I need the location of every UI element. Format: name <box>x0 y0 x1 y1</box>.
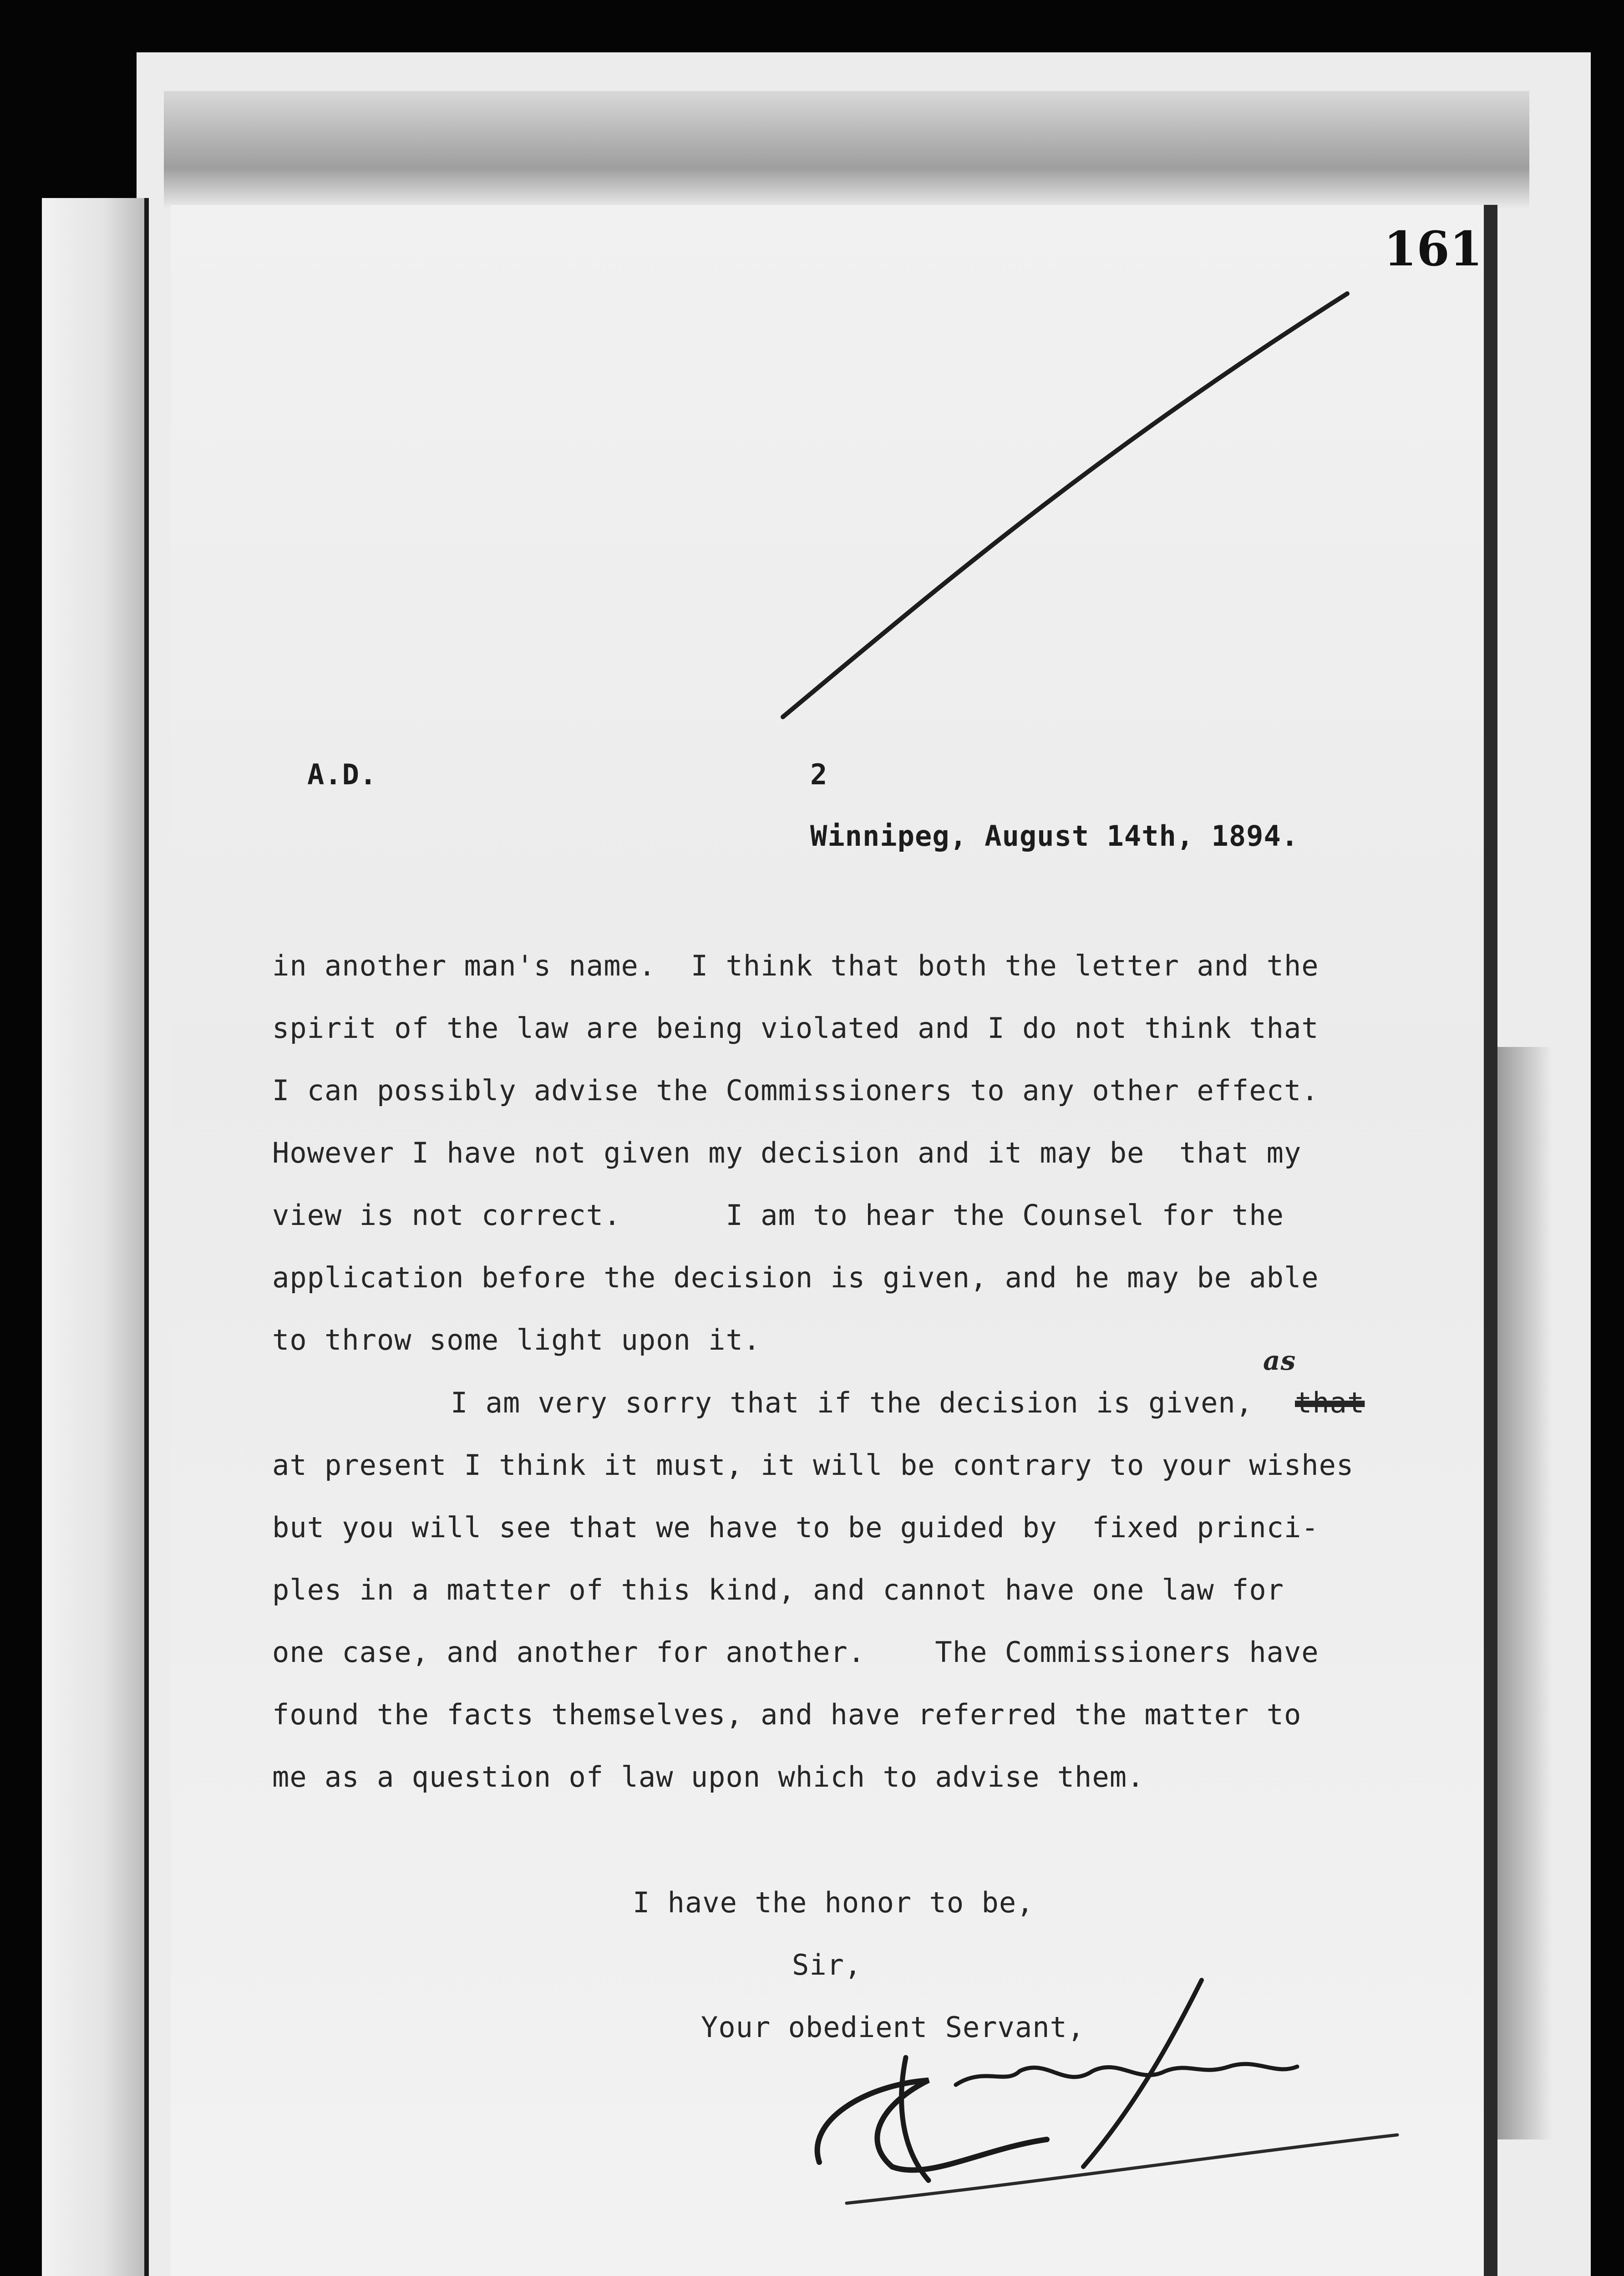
text-line: found the facts themselves, and have referred the matter to <box>272 1698 1302 1731</box>
text-line: at present I think it must, it will be contrary to your wishes <box>272 1448 1354 1482</box>
text-line: me as a question of law upon which to advise them. <box>272 1760 1145 1793</box>
text-line: I can possibly advise the Commissioners to any other effect. <box>272 1074 1319 1107</box>
text-line: I am very sorry that if the decision is given, <box>451 1386 1254 1419</box>
closing-servant-line: Your obedient Servant, <box>701 2011 1085 2044</box>
handwritten-signature <box>792 1966 1406 2221</box>
text-line: However I have not given my decision and it may be that my <box>272 1136 1302 1169</box>
handwritten-insert: as <box>1263 1345 1296 1376</box>
struck-word: that <box>1295 1386 1365 1419</box>
letter-initials: A.D. <box>307 758 377 791</box>
letter-place-date: Winnipeg, August 14th, 1894. <box>810 819 1299 853</box>
salutation-line: Sir, <box>792 1948 862 1981</box>
text-line: but you will see that we have to be guided by fixed princi- <box>272 1511 1319 1544</box>
letter-page-number: 2 <box>810 758 828 791</box>
pen-stroke-mark <box>774 273 1365 728</box>
closing-line: I have the honor to be, <box>633 1886 1034 1919</box>
text-line: one case, and another for another. The Commissioners have <box>272 1636 1319 1669</box>
text-line: application before the decision is given, and he may be able <box>272 1261 1319 1294</box>
text-line: ples in a matter of this kind, and cannot have one law for <box>272 1573 1284 1606</box>
text-line: view is not correct. I am to hear the Counsel for the <box>272 1199 1284 1232</box>
page-shadow <box>1497 1047 1552 2139</box>
folded-sheet-edge <box>164 91 1529 209</box>
text-line: to throw some light upon it. <box>272 1323 761 1356</box>
text-line: spirit of the law are being violated and I do not think that <box>272 1011 1319 1045</box>
archive-page-number: 161 <box>1384 221 1483 277</box>
text-line: in another man's name. I think that both the letter and the <box>272 949 1319 982</box>
adjacent-page-edge <box>42 198 149 2276</box>
